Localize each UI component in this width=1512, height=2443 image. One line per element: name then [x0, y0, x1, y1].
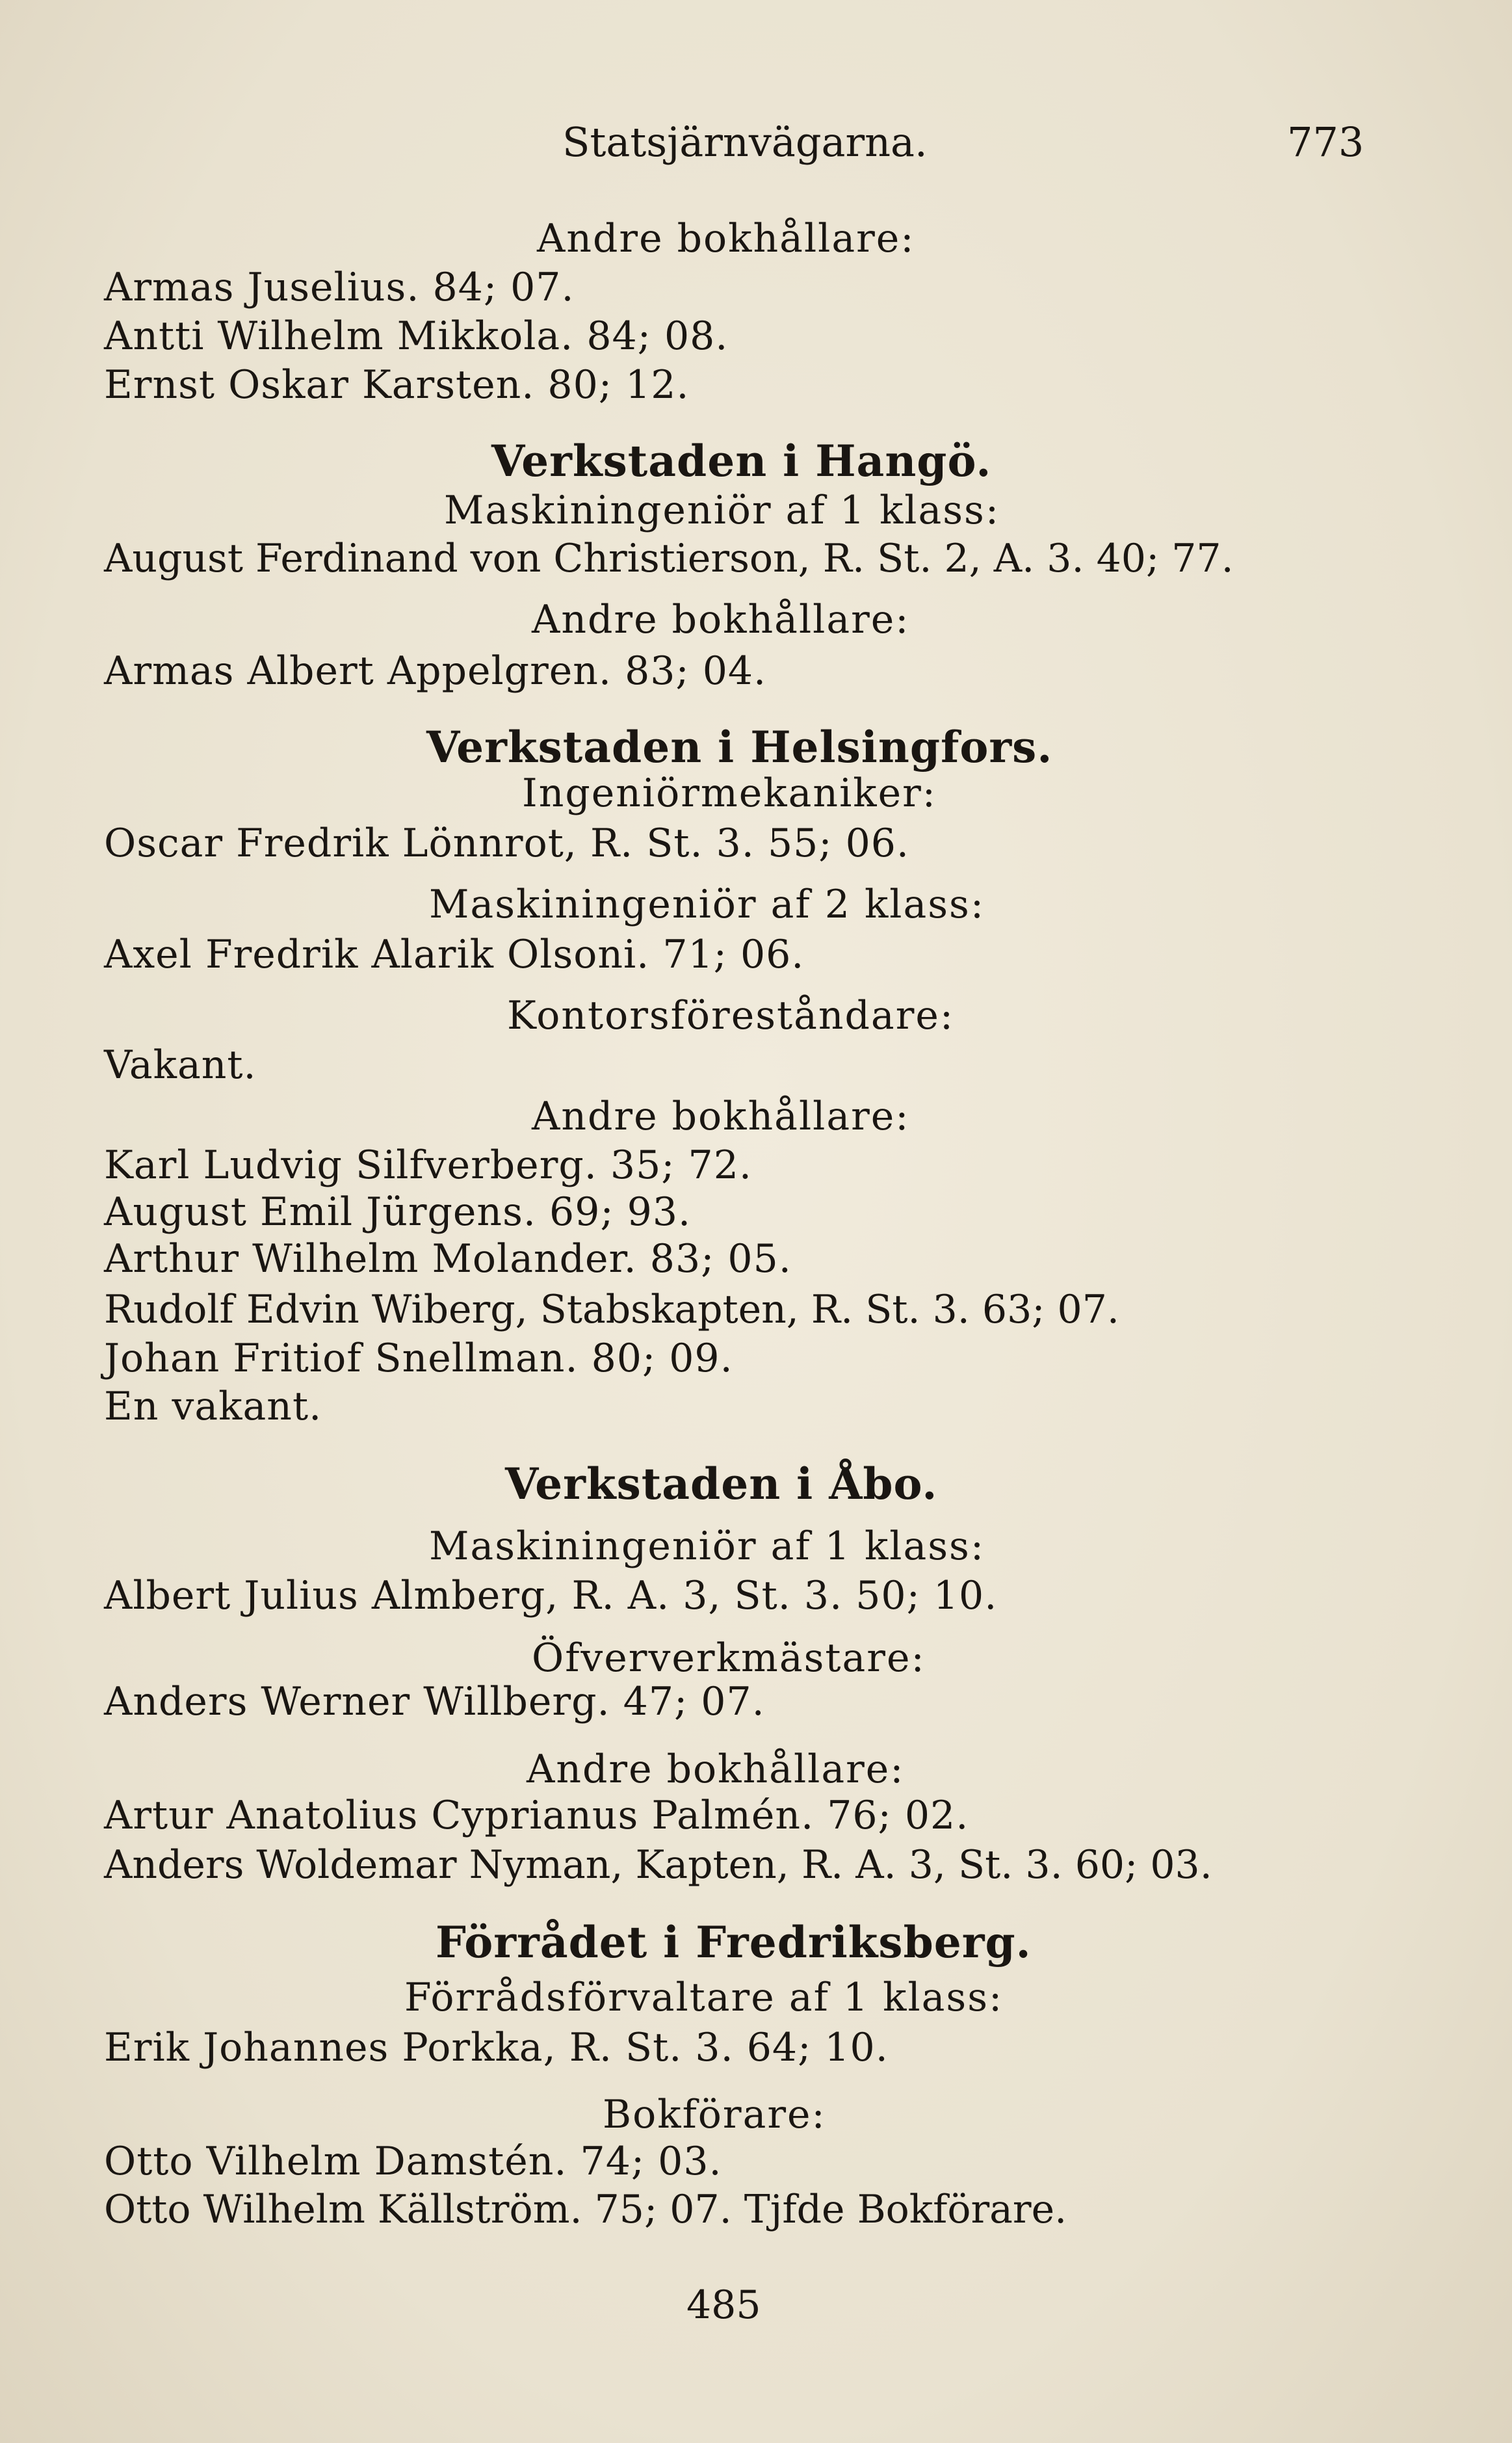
subheading: Andre bokhållare: — [537, 216, 915, 261]
entry-line: En vakant. — [104, 1384, 322, 1429]
entry-line: Johan Fritiof Snellman. 80; 09. — [104, 1336, 733, 1381]
running-header-title: Statsjärnvägarna. — [562, 118, 928, 166]
section-heading: Verkstaden i Hangö. — [491, 436, 992, 486]
entry-line: Axel Fredrik Alarik Olsoni. 71; 06. — [104, 932, 805, 977]
page-number: 773 — [1287, 118, 1364, 166]
subheading: Ingeniörmekaniker: — [522, 771, 937, 816]
entry-line: Ernst Oskar Karsten. 80; 12. — [104, 362, 690, 408]
entry-line: Vakant. — [104, 1042, 257, 1088]
entry-line: Otto Wilhelm Källström. 75; 07. Tjfde Bokförare. — [104, 2187, 1067, 2232]
subheading: Maskiningeniör af 2 klass: — [429, 882, 985, 927]
subheading: Öfververkmästare: — [532, 1635, 926, 1681]
entry-line: Artur Anatolius Cyprianus Palmén. 76; 02. — [104, 1793, 969, 1838]
entry-line: Rudolf Edvin Wiberg, Stabskapten, R. St. 3. 63; 07. — [104, 1287, 1119, 1332]
subheading: Andre bokhållare: — [532, 597, 910, 642]
entry-line: Anders Werner Willberg. 47; 07. — [104, 1679, 765, 1724]
subheading: Maskiningeniör af 1 klass: — [429, 1524, 985, 1569]
entry-line: Anders Woldemar Nyman, Kapten, R. A. 3, St. 3. 60; 03. — [104, 1842, 1212, 1888]
section-heading: Verkstaden i Åbo. — [505, 1459, 938, 1509]
entry-line: Erik Johannes Porkka, R. St. 3. 64; 10. — [104, 2025, 889, 2070]
subheading: Förrådsförvaltare af 1 klass: — [404, 1975, 1004, 2020]
subheading: Andre bokhållare: — [527, 1747, 905, 1792]
section-heading: Förrådet i Fredriksberg. — [436, 1917, 1032, 1968]
section-heading: Verkstaden i Helsingfors. — [426, 722, 1053, 773]
subheading: Kontorsföreståndare: — [507, 993, 955, 1038]
entry-line: Armas Juselius. 84; 07. — [104, 265, 575, 310]
signature-mark: 485 — [686, 2282, 761, 2328]
entry-line: Oscar Fredrik Lönnrot, R. St. 3. 55; 06. — [104, 821, 910, 866]
entry-line: Armas Albert Appelgren. 83; 04. — [104, 648, 767, 694]
entry-line: Antti Wilhelm Mikkola. 84; 08. — [104, 313, 729, 359]
subheading: Andre bokhållare: — [532, 1094, 910, 1139]
entry-line: August Emil Jürgens. 69; 93. — [104, 1189, 692, 1235]
entry-line: Otto Vilhelm Damstén. 74; 03. — [104, 2139, 722, 2184]
entry-line: Albert Julius Almberg, R. A. 3, St. 3. 50; 10. — [104, 1573, 998, 1618]
entry-line: Karl Ludvig Silfverberg. 35; 72. — [104, 1142, 752, 1188]
subheading: Maskiningeniör af 1 klass: — [444, 488, 1000, 533]
entry-line: August Ferdinand von Christierson, R. St. 2, A. 3. 40; 77. — [104, 536, 1234, 581]
subheading: Bokförare: — [603, 2092, 826, 2137]
entry-line: Arthur Wilhelm Molander. 83; 05. — [104, 1236, 792, 1282]
